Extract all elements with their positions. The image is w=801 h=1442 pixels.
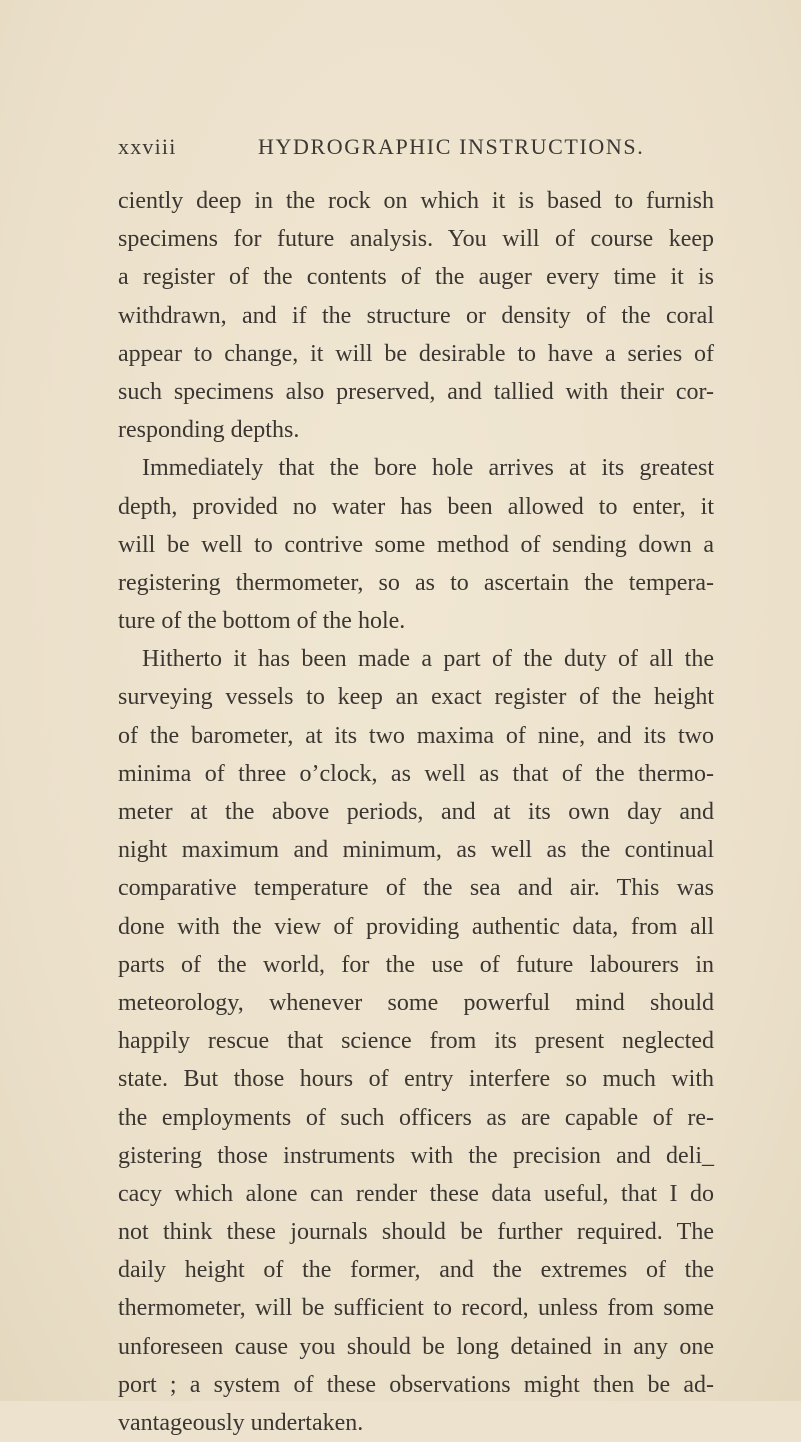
text-line: a register of the contents of the auger every time it is bbox=[118, 264, 714, 291]
text-line: night maximum and minimum, as well as the continual bbox=[118, 837, 714, 864]
text-line: ciently deep in the rock on which it is based to furnish bbox=[118, 188, 714, 214]
text-line: vantageously undertaken. bbox=[118, 1410, 364, 1436]
text-line: unforeseen cause you should be long detained in any one bbox=[118, 1333, 714, 1360]
paragraph-start: Immediately that the bore hole arrives at its greatest bbox=[142, 455, 714, 482]
text-line: ture of the bottom of the hole. bbox=[118, 608, 406, 635]
text-line: minima of three o’clock, as well as that of the thermo- bbox=[118, 760, 714, 787]
text-line: specimens for future analysis. You will of course keep bbox=[118, 226, 714, 253]
text-line: depth, provided no water has been allowed to enter, it bbox=[118, 493, 714, 520]
text-line: withdrawn, and if the structure or density of the coral bbox=[118, 302, 714, 329]
text-line: surveying vessels to keep an exact register of the height bbox=[118, 684, 714, 711]
text-line: responding depths. bbox=[118, 417, 300, 444]
text-line: not think these journals should be further required. The bbox=[118, 1219, 714, 1246]
running-title: HYDROGRAPHIC INSTRUCTIONS. bbox=[258, 134, 645, 159]
text-line: registering thermometer, so as to ascertain the tempera- bbox=[118, 569, 714, 596]
text-line: comparative temperature of the sea and air. This was bbox=[118, 875, 714, 902]
text-line: parts of the world, for the use of future labourers in bbox=[118, 951, 714, 978]
text-line: cacy which alone can render these data useful, that I do bbox=[118, 1180, 714, 1207]
text-line: meteorology, whenever some powerful mind should bbox=[118, 989, 714, 1016]
text-line: will be well to contrive some method of sending down a bbox=[118, 531, 714, 558]
text-line: such specimens also preserved, and tallied with their cor- bbox=[118, 378, 714, 405]
text-line: gistering those instruments with the precision and deli_ bbox=[118, 1142, 714, 1169]
text-line: happily rescue that science from its present neglected bbox=[118, 1028, 714, 1055]
text-line: appear to change, it will be desirable to have a series of bbox=[118, 340, 714, 367]
page-header bbox=[118, 134, 718, 164]
text-line: done with the view of providing authentic data, from all bbox=[118, 913, 714, 940]
paragraph-start: Hitherto it has been made a part of the duty of all the bbox=[142, 646, 714, 673]
text-line: daily height of the former, and the extremes of the bbox=[118, 1257, 714, 1284]
body-text bbox=[118, 182, 714, 1442]
text-line: port ; a system of these observations might then be ad- bbox=[118, 1371, 714, 1398]
text-line: thermometer, will be sufficient to record, unless from some bbox=[118, 1295, 714, 1322]
page-number: xxviii bbox=[118, 134, 177, 159]
text-line: state. But those hours of entry interfere so much with bbox=[118, 1066, 714, 1093]
text-line: meter at the above periods, and at its own day and bbox=[118, 799, 714, 825]
text-line: the employments of such officers as are capable of re- bbox=[118, 1104, 714, 1131]
text-line: of the barometer, at its two maxima of nine, and its two bbox=[118, 722, 714, 749]
